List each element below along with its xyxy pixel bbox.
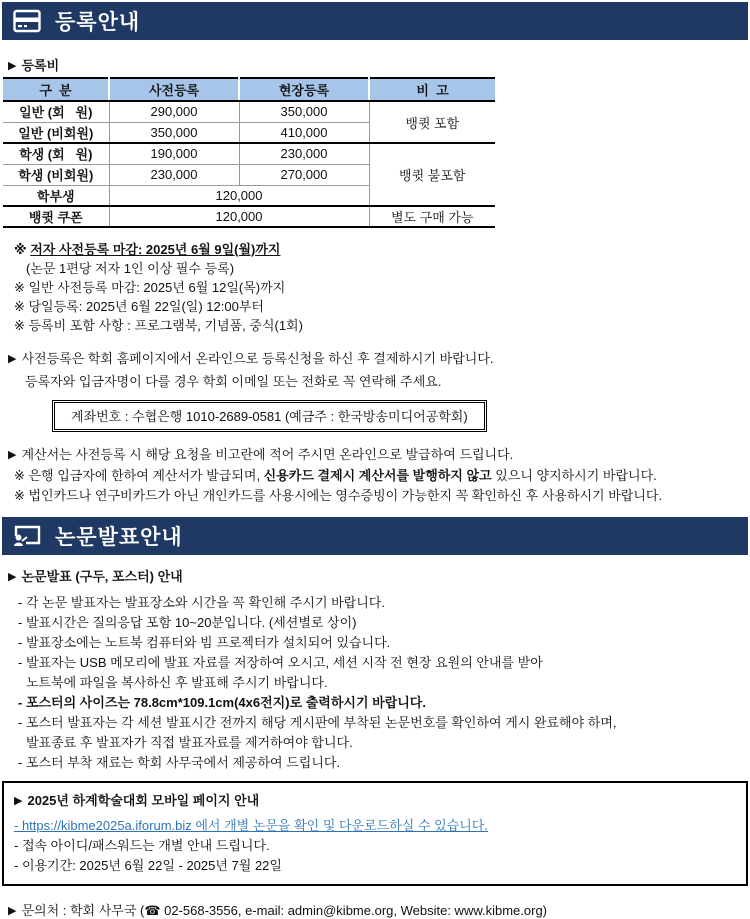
onsite-fee: 350,000 [239,101,369,122]
row-label: 일반 (비회원) [3,122,109,143]
presentation-subtitle: ▶ 논문발표 (구두, 포스터) 안내 [8,569,183,584]
remarks-banquet-included: 뱅큇 포함 [369,101,495,143]
list-item: - 발표시간은 질의응답 포함 10~20분입니다. (세션별로 상이) [18,615,357,630]
note-general-deadline: ※ 일반 사전등록 마감: 2025년 6월 12일(목)까지 [14,280,286,295]
pre-fee: 350,000 [109,122,239,143]
note-onsite-registration: ※ 당일등록: 2025년 6월 22일(일) 12:00부터 [14,299,264,314]
arrow-bullet-icon: ▶ [8,905,17,917]
onsite-fee: 230,000 [239,143,369,164]
invoice-bold-warning: 신용카드 결제시 계산서를 발행하지 않고 [263,468,492,483]
list-item: - 포스터 발표자는 각 세션 발표시간 전까지 해당 게시판에 부착된 논문번호를 확인하여 게시 완료해야 하며, [18,715,617,730]
table-row [3,143,495,164]
remarks-separate-purchase: 별도 구매 가능 [369,206,495,227]
row-label: 일반 (회 원) [19,105,93,121]
presenter-board-icon [12,523,42,549]
list-item-continuation: 발표종료 후 발표자가 직접 발표자료를 제거하여야 합니다. [26,735,353,750]
mobile-box-credentials: - 접속 아이디/패스워드는 개별 안내 드립니다. [14,838,270,853]
arrow-bullet-icon: ▶ [8,449,17,461]
arrow-bullet-icon: ▶ [8,571,17,583]
table-row [3,206,495,227]
mobile-box-title: ▶ 2025년 하계학술대회 모바일 페이지 안내 [14,793,260,808]
pre-fee: 190,000 [109,143,239,164]
list-item-continuation: 노트북에 파일을 복사하신 후 발표해 주시기 바랍니다. [26,675,328,690]
col-category: 구 분 [3,78,109,101]
row-label: 학생 (비회원) [3,164,109,185]
contact-footer: ▶ 문의처 : 학회 사무국 (☎ 02-568-3556, e-mail: admin@kibme.org, Website: www.kibme.org) [8,903,548,918]
registration-notes [14,240,750,335]
registration-notice-page [0,2,750,918]
prereg-line1: ▶ 사전등록은 학회 홈페이지에서 온라인으로 등록신청을 하신 후 결제하시기 바랍니다. [8,351,494,366]
registration-fee-table [3,77,495,228]
merged-fee: 120,000 [109,185,369,206]
prereg-line2: 등록자와 입금자명이 다를 경우 학회 이메일 또는 전화로 꼭 연락해 주세요. [25,374,442,389]
mobile-box-period: - 이용기간: 2025년 6월 22일 - 2025년 7월 22일 [14,858,282,873]
onsite-fee: 410,000 [239,122,369,143]
col-preregistration: 사전등록 [109,78,239,101]
note-author-deadline: ※ 저자 사전등록 마감: 2025년 6월 9일(월)까지 [14,242,281,257]
preregistration-paragraph [8,348,750,392]
section-header-registration [2,2,748,40]
fee-table-header-row [3,78,495,101]
mobile-page-box [2,781,748,886]
fees-label: ▶ 등록비 [8,58,60,73]
invoice-line1: ▶ 계산서는 사전등록 시 해당 요청을 비고란에 적어 주시면 온라인으로 발급하여 드립니다. [8,447,514,462]
note-fee-includes: ※ 등록비 포함 사항 : 프로그램북, 기념품, 중식(1회) [14,318,303,333]
row-label: 학부생 [3,185,109,206]
arrow-bullet-icon: ▶ [14,795,23,807]
pre-fee: 230,000 [109,164,239,185]
row-label: 학생 (회 원) [3,143,109,164]
note-author-sub: (논문 1편당 저자 1인 이상 필수 등록) [26,261,235,276]
list-item: - 발표자는 USB 메모리에 발표 자료를 저장하여 오시고, 세션 시작 전 현장 요원의 안내를 받아 [18,655,543,670]
col-onsite: 현장등록 [239,78,369,101]
registration-card-icon [12,8,42,34]
list-item: - 포스터 부착 재료는 학회 사무국에서 제공하여 드립니다. [18,755,341,770]
list-item: - 각 논문 발표자는 발표장소와 시간을 꼭 확인해 주시기 바랍니다. [18,595,385,610]
invoice-line2: ※ 은행 입금자에 한하여 계산서가 발급되며, 신용카드 결제시 계산서를 발행하지 않고 있으니 양지하시기 바랍니다. [14,468,657,483]
section-title-presentation: 논문발표안내 [55,526,183,549]
invoice-line3: ※ 법인카드나 연구비카드가 아닌 개인카드를 사용시에는 영수증빙이 가능한지 꼭 확인하신 후 사용하시기 바랍니다. [14,488,663,503]
arrow-bullet-icon: ▶ [8,353,17,365]
invoice-paragraph [8,445,750,506]
col-remarks: 비 고 [369,78,495,101]
mobile-page-link[interactable]: - https://kibme2025a.iforum.biz 에서 개별 논문을 확인 및 다운로드하실 수 있습니다. [14,818,488,833]
list-item-poster-size: - 포스터의 사이즈는 78.8cm*109.1cm(4x6전지)로 출력하시기 바랍니다. [18,695,426,710]
section-title-registration: 등록안내 [55,11,141,34]
table-row [3,101,495,122]
onsite-fee: 270,000 [239,164,369,185]
pre-fee: 290,000 [109,101,239,122]
merged-fee: 120,000 [109,206,369,227]
arrow-bullet-icon: ▶ [8,60,17,72]
list-item: - 발표장소에는 노트북 컴퓨터와 빔 프로젝터가 설치되어 있습니다. [18,635,391,650]
section-header-presentation [2,517,748,555]
row-label: 뱅큇 쿠폰 [3,206,109,227]
presentation-bullet-list [18,593,750,773]
bank-account-box: 계좌번호 : 수협은행 1010-2689-0581 (예금주 : 한국방송미디어공학회) [52,400,487,432]
remarks-banquet-excluded: 뱅큇 불포함 [369,143,495,206]
